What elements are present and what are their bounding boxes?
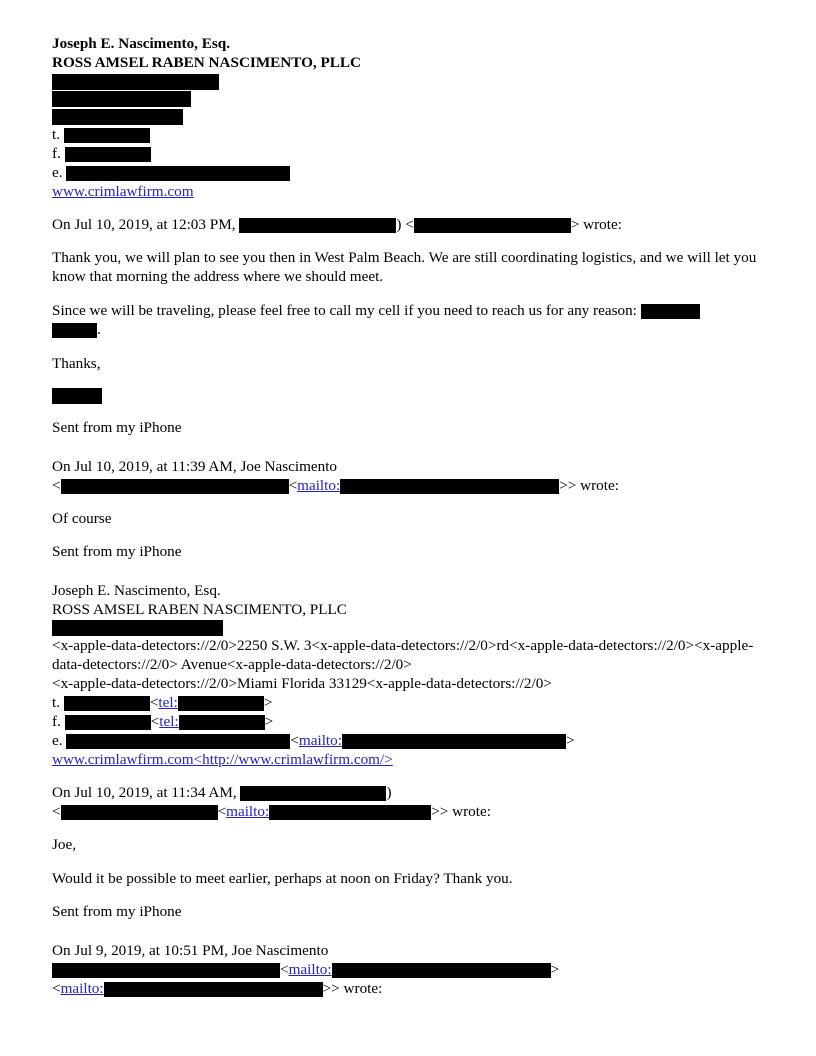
website-url-text[interactable]: <http://www.crimlawfirm.com/> (193, 751, 393, 769)
msg2-lt2: < (288, 476, 298, 494)
sig2-gt-2: > (264, 713, 274, 731)
msg3-sent-from: Sent from my iPhone (52, 903, 182, 921)
redacted-address-sig2 (52, 619, 764, 637)
msg1-thanks: Thanks, (52, 354, 101, 372)
sig2-lt-3: < (290, 732, 299, 750)
sig2-lt-1: < (149, 694, 159, 712)
mailto-link-3[interactable]: mailto: (226, 803, 270, 821)
signature2-fax-row (52, 712, 764, 731)
msg3-greeting: Joe, (52, 836, 77, 854)
sig2-lt-2: < (150, 713, 160, 731)
signature2-email-row (52, 731, 764, 750)
redacted-sender-name (52, 387, 764, 404)
msg3-gtgt: >> (431, 803, 449, 821)
msg3-header-text: On Jul 10, 2019, at 11:34 AM, (52, 784, 237, 802)
signature2-name: Joseph E. Nascimento, Esq. (52, 581, 221, 599)
msg4-header (52, 941, 764, 998)
msg3-header (52, 783, 764, 821)
fax-label: f. (52, 144, 61, 162)
signature2-address-line2: <x-apple-data-detectors://2/0>Miami Florida 33129<x-apple-data-detectors://2/0> (52, 675, 552, 693)
msg3-wrote: wrote: (452, 803, 491, 821)
msg2-gtgt: >> (559, 476, 577, 494)
mailto-link-4[interactable]: mailto: (288, 960, 332, 978)
tel-link[interactable]: tel: (158, 694, 178, 712)
msg1-header-prefix: On Jul 10, 2019, at 12:03 PM, (52, 215, 236, 233)
signature-email-row (52, 163, 764, 182)
msg2-header-text: On Jul 10, 2019, at 11:39 AM, Joe Nascimento (52, 457, 338, 475)
msg3-body: Would it be possible to meet earlier, perhaps at noon on Friday? Thank you. (52, 869, 513, 887)
mailto-link-5[interactable]: mailto: (60, 979, 104, 997)
msg3-lt: < (52, 803, 61, 821)
redacted-address-line-3 (52, 107, 764, 125)
msg1-wrote: wrote: (583, 215, 622, 233)
msg4-gt: > (550, 960, 560, 978)
msg4-wrote: wrote: (343, 979, 383, 997)
msg2-body: Of course (52, 509, 112, 527)
redacted-address-line-2 (52, 90, 764, 108)
signature2-firm: ROSS AMSEL RABEN NASCIMENTO, PLLC (52, 600, 347, 618)
signature2-phone-row (52, 693, 764, 712)
msg1-body2-period: . (97, 321, 101, 339)
signature2-f-label: f. (52, 713, 61, 731)
mailto-link[interactable]: mailto: (297, 476, 341, 494)
tel-link-2[interactable]: tel: (159, 713, 179, 731)
signature-firm: ROSS AMSEL RABEN NASCIMENTO, PLLC (52, 54, 362, 71)
email-thread (52, 34, 764, 998)
signature2-website-row (52, 750, 764, 769)
msg1-header (52, 215, 764, 234)
msg1-body-paragraph: Thank you, we will plan to see you then in West Palm Beach. We are still coordinating logistics, and we will let you know that morning the address where we should meet. (52, 248, 757, 286)
sig2-gt-1: > (263, 694, 273, 712)
signature2-e-label: e. (52, 732, 63, 750)
mailto-link-2[interactable]: mailto: (298, 732, 342, 750)
signature-name: Joseph E. Nascimento, Esq. (52, 35, 231, 52)
signature2-address-line1: <x-apple-data-detectors://2/0>2250 S.W. 3<x-apple-data-detectors://2/0>rd<x-apple-data-detectors://2/0><x-apple-data-detectors://2/0> Avenue<x-apple-data-detectors://2/0> (52, 637, 754, 674)
email-label: e. (52, 163, 63, 181)
msg4-gtgt: >> (322, 979, 340, 997)
msg1-lt: < (405, 215, 414, 233)
signature-block-second (52, 581, 764, 770)
signature-phone-row (52, 125, 764, 144)
msg3-lt2: < (217, 803, 227, 821)
msg3-paren: ) (386, 784, 392, 802)
msg4-lt: < (280, 960, 289, 978)
msg2-header (52, 457, 764, 495)
phone-label: t. (52, 125, 61, 143)
signature2-t-label: t. (52, 694, 61, 712)
msg2-wrote: wrote: (580, 476, 619, 494)
sig2-gt-3: > (565, 732, 575, 750)
msg1-paren: ) (396, 215, 402, 233)
msg4-header-text: On Jul 9, 2019, at 10:51 PM, Joe Nascimento (52, 941, 329, 959)
msg2-lt: < (52, 476, 61, 494)
msg1-body-paragraph-2 (52, 301, 764, 340)
signature-website-row (52, 182, 764, 201)
msg1-body2-text: Since we will be traveling, please feel free to call my cell if you need to reach us for any reason: (52, 301, 637, 319)
signature-fax-row (52, 144, 764, 163)
msg1-sent-from: Sent from my iPhone (52, 419, 182, 437)
website-link[interactable]: www.crimlawfirm.com (52, 182, 194, 200)
website-link-2[interactable]: www.crimlawfirm.com (52, 751, 194, 769)
signature-block-top (52, 34, 764, 201)
redacted-address-line-1 (52, 72, 764, 90)
msg4-lt2: < (52, 979, 61, 997)
msg2-sent-from: Sent from my iPhone (52, 543, 182, 561)
msg1-gt: > (570, 215, 580, 233)
